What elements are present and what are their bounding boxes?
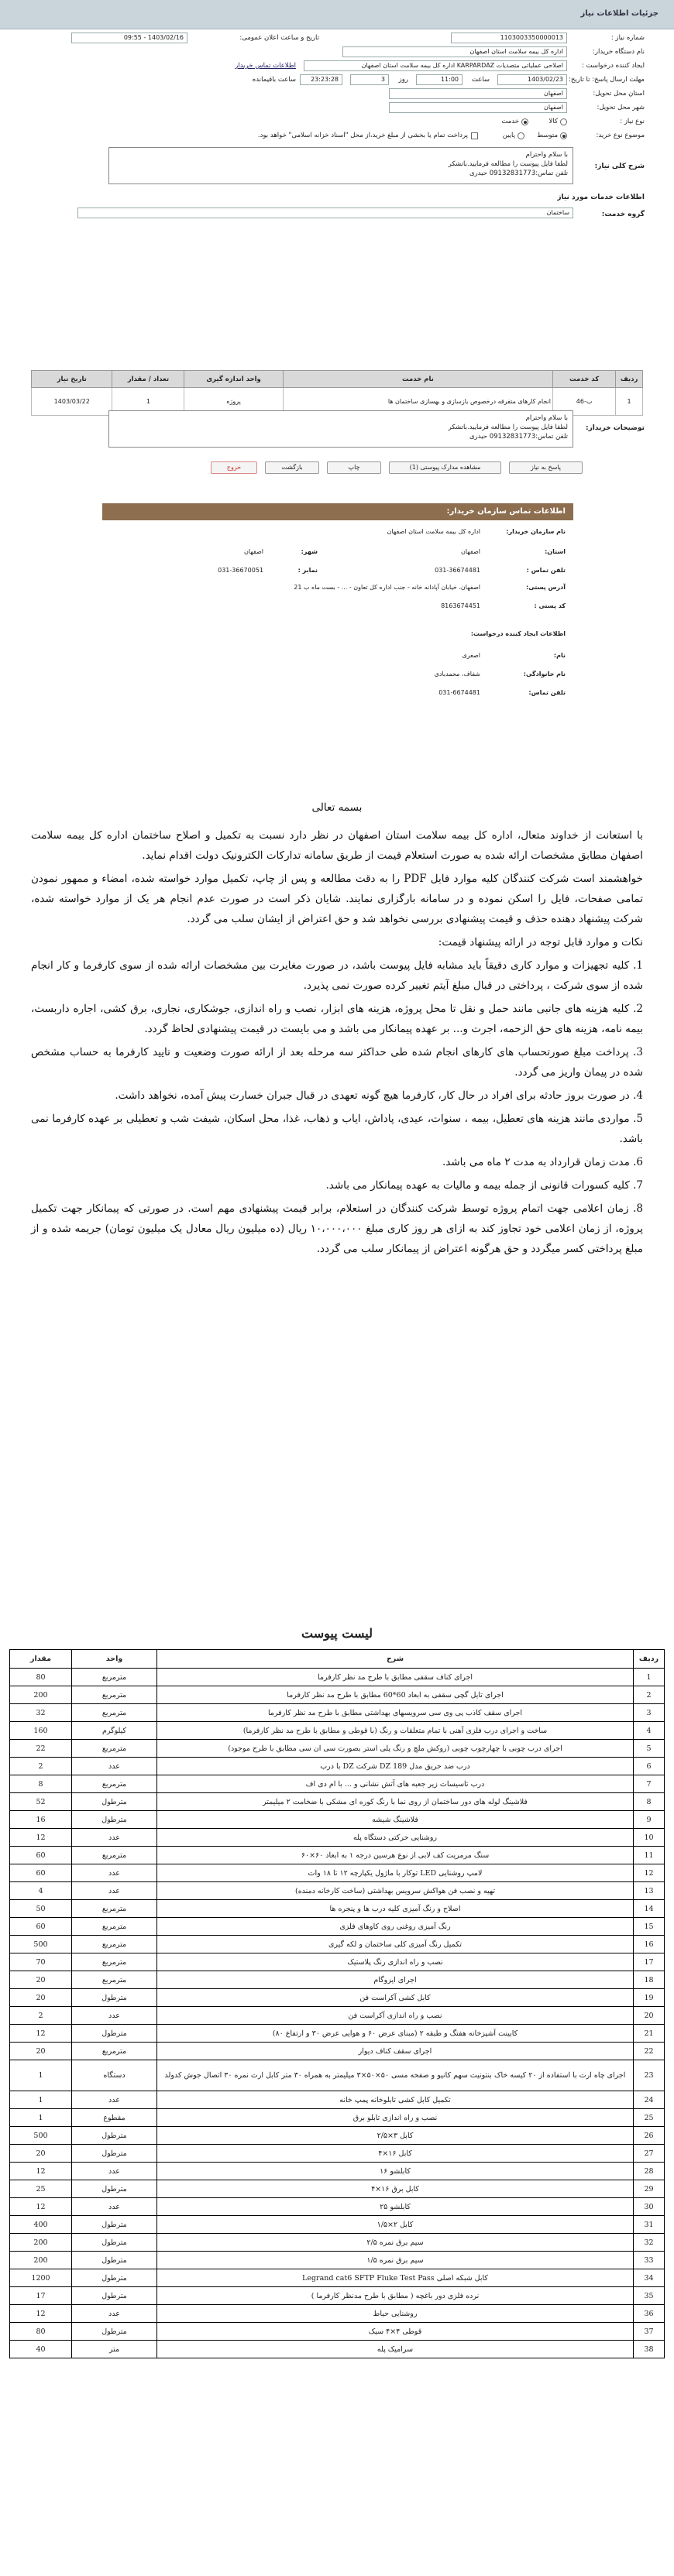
table-row — [10, 1989, 665, 2007]
row-quantity: 25 — [10, 2180, 72, 2198]
row-description: تهیه و نصب فن هواکش سرویس بهداشتی (ساخت کارخانه دمنده) — [157, 1882, 634, 1900]
table-row — [10, 1704, 665, 1722]
row-unit: مترطول — [72, 1793, 157, 1811]
row-unit: مترطول — [72, 2252, 157, 2269]
row-unit: مترمربع — [72, 1740, 157, 1758]
table-row — [10, 2091, 665, 2109]
row-unit: کیلوگرم — [72, 1722, 157, 1740]
service-group-field: ساختمان — [77, 208, 573, 218]
table-row — [10, 1758, 665, 1775]
row-number: 17 — [634, 1953, 665, 1971]
row-description: کابلشو ۲۵ — [157, 2198, 634, 2216]
row-unit: مترطول — [72, 2323, 157, 2341]
row-unit: مترطول — [72, 1811, 157, 1829]
row-number: 22 — [634, 2043, 665, 2060]
priority-medium-radio[interactable] — [560, 132, 567, 139]
row-unit: مترطول — [72, 2127, 157, 2145]
row-unit: مترطول — [72, 2145, 157, 2163]
reply-button[interactable]: پاسخ به نیاز — [509, 461, 583, 474]
row-number: 24 — [634, 2091, 665, 2109]
row-description: لامپ روشنایی LED توکار با ماژول یکپارچه ۱۲ تا ۱۸ وات — [157, 1864, 634, 1882]
row-quantity: 20 — [10, 2043, 72, 2060]
row-number: 28 — [634, 2163, 665, 2180]
announce-date-field: 1403/02/16 - 09:55 — [71, 33, 187, 43]
row-number: 23 — [634, 2060, 665, 2091]
row-number: 27 — [634, 2145, 665, 2163]
row-unit: مترطول — [72, 2287, 157, 2305]
row-quantity: 12 — [10, 2025, 72, 2043]
print-button[interactable]: چاپ — [327, 461, 381, 474]
row-number: 12 — [634, 1864, 665, 1882]
exit-button[interactable]: خروج — [211, 461, 257, 474]
attachment-list-table: ردیف شرح واحد مقدار 1 اجرای کناف سقفی مطابق با طرح مد نظر کارفرما مترمربع 80 2 اجرای تایل گچی سقفی به ابعاد 60*60 مطابق با طرح مد نظر کارفرما مترمربع 200 3 اجرای سقف کاذب پی وی سی سرویسهای بهداشتی مطابق با طرح مد نظر کارفرما مترمربع 32 4 ساخت و اجرای درب فلزی آهنی با تمام متعلقات و رنگ (با قوطی و مطابق با طرح مد نظر کارفرما) کیلوگرم 160 5 اجرای درب چوبی با چهارچوب چوبی (روکش ملچ و رنگ پلی استر بصورت سی ان سی مطابق با طرح موجود) مترمربع 22 6 درب ضد حریق مدل DZ 189 شرکت DZ با درب عدد 2 7 درب تاسیسات زیر جعبه های آتش نشانی و ... با ام دی اف مترمربع 8 8 فلاشینگ لوله های دور ساختمان از روی نما با رنگ کوره ای مشکی با ضخامت ۲ میلیمتر مترطول 52 9 فلاشینگ شیشه مترطول 16 10 روشنایی حرکتی دستگاه پله عدد 12 11 سنگ مرمریت کف لابی از نوع هرسین درجه ۱ به ابعاد ۶۰×۶۰ مترمربع 60 12 لامپ روشنایی LED توکار با ماژول یکپارچه ۱۲ تا ۱۸ وات عدد 60 13 تهیه و نصب فن هواکش سرویس بهداشتی (ساخت کارخانه دمنده) عدد 4 14 اصلاح و رنگ آمیزی کلیه درب ها و پنجره ها مترمربع 50 15 رنگ آمیزی روغنی روی کاوهای فلزی مترمربع 60 16 تکمیل رنگ آمیزی کلی ساختمان و لکه گیری مترمربع 500 17 نصب و راه اندازی رنگ پلاستیک مترمربع 70 18 اجرای ایزوگام مترمربع 20 19 کابل کشی آکراست فن مترطول 20 20 نصب و راه اندازی آکراست فن عدد 2 21 کابینت آشپزخانه هفتگ و طبقه ۲ (مبنای عرض ۶۰ و هوایی عرض ۳۰ و ارتفاع ۸۰) مترطول 12 22 اجرای سقف کناف دیوار مترمربع 20 23 اجرای چاه ارت با استفاده از ۲۰ کیسه خاک بنتونیت سهم کانیو و صفحه مسی ۵۰×۵۰×۳ میلیمتر به همراه ۳۰ متر کابل ارت نمره ۳۰ اتصال جوش کدولد دستگاه 1 24 تکمیل کابل کشی تابلوخانه پمپ خانه عدد 1 25 نصب و راه اندازی تابلو برق مقطوع 1 26 کابل ۳×۲/۵ مترطول 500 27 کابل ۱۶×۴ مترطول 20 28 کابلشو ۱۶ عدد 12 29 کابل برق ۱۶×۴ مترطول 25 30 کابلشو ۲۵ عدد 12 31 کابل ۲×۱/۵ مترطول 400 32 سیم برق نمره ۲/۵ مترطول 200 33 سیم برق نمره ۱/۵ مترطول 200 34 کابل شبکه اصلی Legrand cat6 SFTP Fluke Test Pass مترطول 1200 35 نرده فلزی دور باغچه ( مطابق با طرح مدنظر کارفرما ) مترطول 17 36 روشنایی حیاط عدد 12 37 قوطی ۴×۴ سیک مترطول 80 38 سرامیک پله متر 40 — [9, 1649, 665, 2358]
row-quantity: 12 — [10, 2163, 72, 2180]
row-number: 7 — [634, 1775, 665, 1793]
row-number: 1 — [634, 1669, 665, 1686]
row-creator: ایجاد کننده درخواست : اصلاحی عملیاتی متصدیات KARPARDAZ اداره کل بیمه سلامت استان اصفهان اطلاعات تماس خریدار — [235, 62, 645, 70]
row-quantity: 12 — [10, 1829, 72, 1847]
row-description: ساخت و اجرای درب فلزی آهنی با تمام متعلقات و رنگ (با قوطی و مطابق با طرح مد نظر کارفرما) — [157, 1722, 634, 1740]
row-description: سیم برق نمره ۱/۵ — [157, 2252, 634, 2269]
header-bar — [0, 0, 674, 29]
row-description: قوطی ۴×۴ سیک — [157, 2323, 634, 2341]
need-form: شماره نیاز : 1103003350000013 تاریخ و ساعت اعلان عمومی: 1403/02/16 - 09:55 نام دستگاه خریدار: اداره کل بیمه سلامت استان اصفهان ایجاد کننده درخواست : اصلاحی عملیاتی متصدیات KARPARDAZ اداره کل بیمه سلامت استان اصفهان اطلاعات تماس خریدار مهلت ارسال پاسخ: تا تاریخ: 1403/02/23 ساعت 11:00 روز 3 23:23:28 ساعت باقیمانده استان محل تحویل: اصفهان شهر محل تحویل: اصفهان نوع نیاز : کالا خدمت موضوع نوع خرید: متوسط پایین پرداخت تمام یا بخشی از مبلغ خرید،از محل "اسناد خزانه اسلامی" خواهد بود. شرح کلی نیاز: با سلام واحترام لطفا فایل پیوست را مطالعه فرمایید.باتشکر تلفن تماس:09132831773 حیدری اطلاعات خدمات مورد نیاز گروه خدمت: ساختمان — [25, 31, 651, 232]
row-description: فلاشینگ لوله های دور ساختمان از روی نما با رنگ کوره ای مشکی با ضخامت ۲ میلیمتر — [157, 1793, 634, 1811]
row-quantity: 80 — [10, 2323, 72, 2341]
row-number: 5 — [634, 1740, 665, 1758]
action-bar — [102, 461, 583, 475]
row-description: کابل کشی آکراست فن — [157, 1989, 634, 2007]
row-unit: عدد — [72, 2007, 157, 2025]
row-description: اجرای سقف کاذب پی وی سی سرویسهای بهداشتی مطابق با طرح مد نظر کارفرما — [157, 1704, 634, 1722]
row-unit: مترمربع — [72, 2043, 157, 2060]
row-unit: مترطول — [72, 2216, 157, 2234]
table-row — [10, 1864, 665, 1882]
row-number: 10 — [634, 1829, 665, 1847]
row-number: 30 — [634, 2198, 665, 2216]
row-unit: عدد — [72, 2091, 157, 2109]
table-row — [10, 2198, 665, 2216]
note-item: 1. کلیه تجهیزات و موارد کاری دقیقاً باید مشابه فایل پیوست باشد، در صورت مغایرت بین مشخصات ارائه شده از سوی کارفرما و کار انجام شده از سوی شرکت ، پرداختی در قبال مبلغ آیتم تغییر کرده صورت نمی پذیرد. — [31, 959, 643, 992]
table-row — [10, 1740, 665, 1758]
treasury-checkbox[interactable] — [471, 132, 478, 139]
table-row: 1 ب-46 انجام کارهای متفرقه درخصوص بازسازی و بهسازی ساختمان ها پروژه 1 1403/03/22 — [32, 388, 643, 416]
org-info: نام سازمان خریدار: اداره کل بیمه سلامت استان اصفهان استان: اصفهان شهر: اصفهان تلفن تماس : 031-36674481 نمابر : 031-36670051 آدرس پستی: اصفهان، خیابان آپادانه خانه - جنب اداره کل تعاون - ... - بست ماه ب 21 کد پستی : 8163674451 اطلاعات ایجاد کننده درخواست: نام: اصغری نام خانوادگی: شفاف، محمدبادی تلفن تماس: 031-6674481 — [218, 528, 566, 696]
row-quantity: 20 — [10, 1971, 72, 1989]
row-quantity: 160 — [10, 1722, 72, 1740]
row-unit: متر — [72, 2341, 157, 2358]
table-row — [10, 2234, 665, 2252]
row-quantity: 32 — [10, 1704, 72, 1722]
row-unit: مترطول — [72, 2269, 157, 2287]
row-description: فلاشینگ شیشه — [157, 1811, 634, 1829]
row-number: 2 — [634, 1686, 665, 1704]
row-quantity: 50 — [10, 1900, 72, 1918]
row-province: استان محل تحویل: اصفهان — [31, 88, 645, 101]
row-number: 11 — [634, 1847, 665, 1864]
row-quantity: 22 — [10, 1740, 72, 1758]
table-row — [10, 1882, 665, 1900]
row-unit: عدد — [72, 2198, 157, 2216]
row-description: نرده فلزی دور باغچه ( مطابق با طرح مدنظر کارفرما ) — [157, 2287, 634, 2305]
row-number: 9 — [634, 1811, 665, 1829]
row-description: نصب و راه اندازی رنگ پلاستیک — [157, 1953, 634, 1971]
row-quantity: 40 — [10, 2341, 72, 2358]
table-row — [10, 2287, 665, 2305]
attachments-button[interactable]: مشاهده مدارک پیوستی (1) — [389, 461, 501, 474]
table-row — [10, 1669, 665, 1686]
table-row — [10, 2252, 665, 2269]
table-row — [10, 2269, 665, 2287]
buyer-contact-link[interactable]: اطلاعات تماس خریدار — [235, 62, 296, 70]
row-unit: مترمربع — [72, 1704, 157, 1722]
row-quantity: 8 — [10, 1775, 72, 1793]
row-description: اجرای تایل گچی سقفی به ابعاد 60*60 مطابق با طرح مد نظر کارفرما — [157, 1686, 634, 1704]
row-quantity: 500 — [10, 2127, 72, 2145]
row-quantity: 16 — [10, 1811, 72, 1829]
table-row — [10, 2145, 665, 2163]
table-row — [10, 2323, 665, 2341]
need-number-field: 1103003350000013 — [451, 33, 567, 43]
row-unit: عدد — [72, 1864, 157, 1882]
row-description: کابل ۲×۱/۵ — [157, 2216, 634, 2234]
row-description: اجرای درب چوبی با چهارچوب چوبی (روکش ملچ و رنگ پلی استر بصورت سی ان سی مطابق با طرح موجود) — [157, 1740, 634, 1758]
attached-document — [31, 797, 643, 1262]
table-row — [10, 1829, 665, 1847]
row-number: 37 — [634, 2323, 665, 2341]
table-row — [10, 1722, 665, 1740]
buyer-description-box: با سلام واحترام لطفا فایل پیوست را مطالعه فرمایید.باتشکر تلفن تماس:09132831773 حیدری — [108, 410, 573, 448]
row-description: کابل برق ۱۶×۴ — [157, 2180, 634, 2198]
row-need-number: شماره نیاز : 1103003350000013 تاریخ و ساعت اعلان عمومی: 1403/02/16 - 09:55 — [31, 33, 645, 45]
row-unit: عدد — [72, 1829, 157, 1847]
row-quantity: 60 — [10, 1864, 72, 1882]
row-description: کابل شبکه اصلی Legrand cat6 SFTP Fluke Test Pass — [157, 2269, 634, 2287]
row-unit: مترمربع — [72, 1686, 157, 1704]
table-row — [10, 2341, 665, 2358]
row-number: 29 — [634, 2180, 665, 2198]
row-description: روشنایی حیاط — [157, 2305, 634, 2323]
row-description: نصب و راه اندازی آکراست فن — [157, 2007, 634, 2025]
row-quantity: 20 — [10, 2145, 72, 2163]
description-box: با سلام واحترام لطفا فایل پیوست را مطالعه فرمایید.باتشکر تلفن تماس:09132831773 حیدری — [108, 147, 573, 184]
row-unit: مترطول — [72, 1989, 157, 2007]
note-item: 8. زمان اعلامی جهت اتمام پروژه توسط شرکت کنندگان در استعلام، برابر قیمت پیشنهادی مهم است. در صورتی که پیمانکار جهت تکمیل پروژه، از زمان اعلامی خود تجاوز کند به ازای هر روز کاری مبلغ ۱۰،۰۰۰،۰۰۰ ریال (ده میلیون ریال معادل یک میلیون تومان) جریمه شده و از مبلغ پرداختی کسر میگردد و حق هرگونه اعتراض از پیمانکار سلب می گردد. — [31, 1202, 643, 1255]
payment-note: پرداخت تمام یا بخشی از مبلغ خرید،از محل "اسناد خزانه اسلامی" خواهد بود. — [257, 132, 468, 139]
row-quantity: 80 — [10, 1669, 72, 1686]
row-number: 38 — [634, 2341, 665, 2358]
table-row — [10, 1793, 665, 1811]
table-row — [10, 2163, 665, 2180]
table-row — [10, 1918, 665, 1936]
priority-low-radio[interactable] — [518, 132, 524, 139]
row-need-type: نوع نیاز : کالا خدمت — [501, 118, 645, 125]
deadline-date-field: 1403/02/23 — [497, 74, 567, 85]
row-description: تکمیل رنگ آمیزی کلی ساختمان و لکه گیری — [157, 1936, 634, 1953]
row-description: سرامیک پله — [157, 2341, 634, 2358]
row-number: 26 — [634, 2127, 665, 2145]
row-number: 4 — [634, 1722, 665, 1740]
row-number: 21 — [634, 2025, 665, 2043]
items-table: ردیف کد خدمت نام خدمت واحد اندازه گیری تعداد / مقدار تاریخ نیاز 1 ب-46 انجام کارهای متفرقه درخصوص بازسازی و بهسازی ساختمان ها پروژه 1 1403/03/22 — [31, 370, 643, 416]
table-row — [10, 1775, 665, 1793]
row-number: 33 — [634, 2252, 665, 2269]
days-field: 3 — [350, 74, 389, 85]
row-quantity: 60 — [10, 1918, 72, 1936]
row-number: 31 — [634, 2216, 665, 2234]
row-number: 16 — [634, 1936, 665, 1953]
row-quantity: 60 — [10, 1847, 72, 1864]
row-buyer: نام دستگاه خریدار: اداره کل بیمه سلامت استان اصفهان — [31, 46, 645, 59]
service-info-title: اطلاعات خدمات مورد نیاز — [557, 194, 645, 201]
row-unit: مترمربع — [72, 1936, 157, 1953]
table-row — [10, 2060, 665, 2091]
row-unit: مترمربع — [72, 1847, 157, 1864]
row-number: 14 — [634, 1900, 665, 1918]
list-title: لیست پیوست — [301, 1626, 373, 1641]
note-item: 2. کلیه هزینه های جانبی مانند حمل و نقل تا محل پروژه، هزینه های ابزار، نصب و راه اندازی، جوشکاری، نجاری، برق کشی، اجاره داربست، بیمه نامه، هزینه های حق الزحمه، اجرت و... بر عهده پیمانکار می باشد و می بایست در قیمت پیشنهادی لحاظ گردد. — [31, 1003, 643, 1035]
row-quantity: 500 — [10, 1936, 72, 1953]
row-description: کابل ۱۶×۴ — [157, 2145, 634, 2163]
row-number: 19 — [634, 1989, 665, 2007]
row-quantity: 12 — [10, 2198, 72, 2216]
row-unit: عدد — [72, 2163, 157, 2180]
row-number: 3 — [634, 1704, 665, 1722]
page-title: جزئیات اطلاعات نیاز — [580, 9, 659, 18]
row-description: اصلاح و رنگ آمیزی کلیه درب ها و پنجره ها — [157, 1900, 634, 1918]
row-description: سیم برق نمره ۲/۵ — [157, 2234, 634, 2252]
city-field: اصفهان — [389, 102, 567, 113]
row-unit: مترمربع — [72, 1900, 157, 1918]
row-quantity: 400 — [10, 2216, 72, 2234]
table-row — [10, 1811, 665, 1829]
row-description: کابینت آشپزخانه هفتگ و طبقه ۲ (مبنای عرض ۶۰ و هوایی عرض ۳۰ و ارتفاع ۸۰) — [157, 2025, 634, 2043]
row-unit: مترمربع — [72, 1971, 157, 1989]
province-field: اصفهان — [389, 88, 567, 99]
row-description: اجرای چاه ارت با استفاده از ۲۰ کیسه خاک بنتونیت سهم کانیو و صفحه مسی ۵۰×۵۰×۳ میلیمتر به همراه ۳۰ متر کابل ارت نمره ۳۰ اتصال جوش کدولد — [157, 2060, 634, 2091]
doc-intro: با استعانت از خداوند متعال، اداره کل بیمه سلامت استان اصفهان در نظر دارد نسبت به تکمیل و اصلاح ساختمان اداره کل بیمه سلامت اصفهان مطابق مشخصات ارائه شده به صورت استعلام قیمت از طریق سامانه تدارکات الکترونیک دولت اقدام نماید. — [31, 829, 643, 862]
note-item: 6. مدت زمان قرارداد به مدت ۲ ماه می باشد. — [442, 1156, 643, 1168]
row-number: 34 — [634, 2269, 665, 2287]
row-unit: مترمربع — [72, 1775, 157, 1793]
row-quantity: 52 — [10, 1793, 72, 1811]
table-row — [10, 1900, 665, 1918]
row-description: اجرای کناف سقفی مطابق با طرح مد نظر کارفرما — [157, 1669, 634, 1686]
row-unit: مترمربع — [72, 1953, 157, 1971]
row-description: درب ضد حریق مدل DZ 189 شرکت DZ با درب — [157, 1758, 634, 1775]
row-number: 6 — [634, 1758, 665, 1775]
row-description: اجرای ایزوگام — [157, 1971, 634, 1989]
row-quantity: 17 — [10, 2287, 72, 2305]
row-unit: مترمربع — [72, 1918, 157, 1936]
row-unit: مترطول — [72, 2234, 157, 2252]
row-city: شهر محل تحویل: اصفهان — [31, 102, 645, 115]
need-type-goods-radio[interactable] — [560, 118, 567, 125]
row-description: کابل ۳×۲/۵ — [157, 2127, 634, 2145]
row-unit: دستگاه — [72, 2060, 157, 2091]
row-quantity: 200 — [10, 1686, 72, 1704]
remaining-time-field: 23:23:28 — [300, 74, 342, 85]
row-description: روشنایی حرکتی دستگاه پله — [157, 1829, 634, 1847]
back-button[interactable]: بازگشت — [265, 461, 319, 474]
table-row — [10, 2007, 665, 2025]
row-description: اجرای سقف کناف دیوار — [157, 2043, 634, 2060]
row-description: درب تاسیسات زیر جعبه های آتش نشانی و ... با ام دی اف — [157, 1775, 634, 1793]
row-quantity: 12 — [10, 2305, 72, 2323]
row-description: سنگ مرمریت کف لابی از نوع هرسین درجه ۱ به ابعاد ۶۰×۶۰ — [157, 1847, 634, 1864]
row-quantity: 4 — [10, 1882, 72, 1900]
row-quantity: 70 — [10, 1953, 72, 1971]
row-number: 8 — [634, 1793, 665, 1811]
creator-field: اصلاحی عملیاتی متصدیات KARPARDAZ اداره کل بیمه سلامت استان اصفهان — [304, 60, 567, 71]
row-number: 20 — [634, 2007, 665, 2025]
table-row — [10, 2305, 665, 2323]
row-number: 35 — [634, 2287, 665, 2305]
table-row — [10, 1686, 665, 1704]
row-unit: مترطول — [72, 2025, 157, 2043]
note-item: 4. در صورت بروز حادثه برای افراد در حال کار، کارفرما هیچ گونه تعهدی در قبال جبران خسارت پیش آمده، نخواهد داشت. — [115, 1089, 643, 1102]
row-quantity: 1 — [10, 2060, 72, 2091]
doc-instructions: خواهشمند است شرکت کنندگان کلیه موارد فایل PDF را به دقت مطالعه و پس از چاپ، تکمیل موارد خواسته شده، امضاء و ممهور نمودن تمامی صفحات، فایل را اسکن نموده و در سامانه بارگزاری نمایند. شایان ذکر است در صورت عدم انجام هر یک از موارد خواسته شده، شرکت پیشنهاد دهنده حذف و قیمت پیشنهادی بررسی نخواهد شد و حق اعتراض از ایشان سلب می گردد. — [31, 873, 644, 925]
row-description: نصب و راه اندازی تابلو برق — [157, 2109, 634, 2127]
row-description: تکمیل کابل کشی تابلوخانه پمپ خانه — [157, 2091, 634, 2109]
row-number: 32 — [634, 2234, 665, 2252]
notes-title: نکات و موارد قابل توجه در ارائه پیشنهاد قیمت: — [438, 936, 643, 948]
note-item: 7. کلیه کسورات قانونی از جمله بیمه و مالیات به عهده پیمانکار می باشد. — [325, 1179, 643, 1192]
row-quantity: 1 — [10, 2109, 72, 2127]
row-unit: عدد — [72, 1758, 157, 1775]
row-quantity: 2 — [10, 2007, 72, 2025]
row-unit: مترطول — [72, 2180, 157, 2198]
row-deadline: مهلت ارسال پاسخ: تا تاریخ: 1403/02/23 ساعت 11:00 روز 3 23:23:28 ساعت باقیمانده — [252, 76, 645, 84]
deadline-time-field: 11:00 — [416, 74, 463, 85]
row-number: 13 — [634, 1882, 665, 1900]
row-unit: عدد — [72, 1882, 157, 1900]
row-quantity: 1 — [10, 2091, 72, 2109]
table-row — [10, 2180, 665, 2198]
row-quantity: 20 — [10, 1989, 72, 2007]
row-description: رنگ آمیزی روغنی روی کاوهای فلزی — [157, 1918, 634, 1936]
table-row — [10, 1936, 665, 1953]
row-unit: مترمربع — [72, 1669, 157, 1686]
buyer-name-field: اداره کل بیمه سلامت استان اصفهان — [342, 46, 567, 57]
row-number: 36 — [634, 2305, 665, 2323]
note-item: 5. مواردی مانند هزینه های تعطیل، بیمه ، سنوات، عیدی، پاداش، ایاب و ذهاب، غذا، محل اسکان، شیفت شب و تعطیلی بر عهده کارفرما نمی باشد. — [31, 1113, 643, 1145]
row-unit: مقطوع — [72, 2109, 157, 2127]
table-row — [10, 1847, 665, 1864]
table-row — [10, 2025, 665, 2043]
table-row — [10, 2043, 665, 2060]
creator-info-title: اطلاعات ایجاد کننده درخواست: — [470, 630, 566, 637]
row-quantity: 2 — [10, 1758, 72, 1775]
table-row — [10, 2127, 665, 2145]
row-number: 18 — [634, 1971, 665, 1989]
table-row — [10, 1971, 665, 1989]
row-number: 15 — [634, 1918, 665, 1936]
row-number: 25 — [634, 2109, 665, 2127]
row-quantity: 200 — [10, 2234, 72, 2252]
row-priority: موضوع نوع خرید: متوسط پایین پرداخت تمام یا بخشی از مبلغ خرید،از محل "اسناد خزانه اسلامی" خواهد بود. — [31, 130, 645, 142]
need-type-service-radio[interactable] — [521, 118, 528, 125]
table-row — [10, 2109, 665, 2127]
table-row — [10, 1953, 665, 1971]
row-description: کابلشو ۱۶ — [157, 2163, 634, 2180]
org-info-title: اطلاعات تماس سازمان خریدار: — [102, 503, 573, 520]
row-quantity: 200 — [10, 2252, 72, 2269]
bismillah: بسمه تعالی — [311, 801, 363, 814]
table-row — [10, 2216, 665, 2234]
row-unit: عدد — [72, 2305, 157, 2323]
note-item: 3. پرداخت مبلغ صورتحساب های کارهای انجام شده طی حداکثر سه مرحله بعد از ارائه صورت وضعیت و تایید کارفرما به حساب مشخص شده در پیمان واریز می گردد. — [31, 1046, 643, 1079]
row-quantity: 1200 — [10, 2269, 72, 2287]
